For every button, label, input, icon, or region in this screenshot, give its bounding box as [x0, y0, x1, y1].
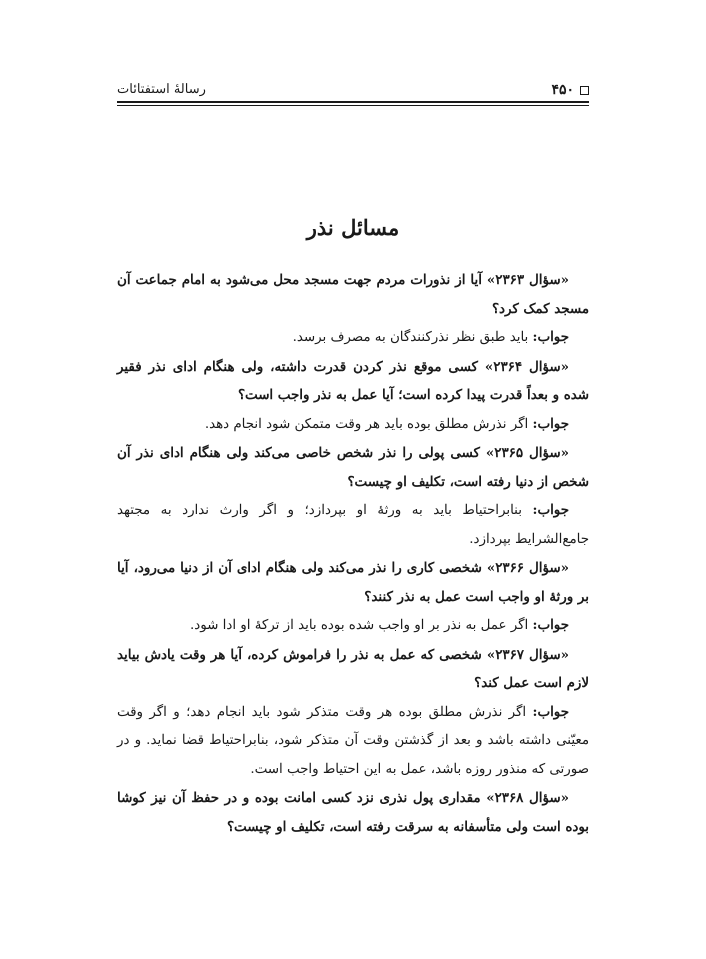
- answer-label: جواب:: [532, 415, 569, 432]
- answer-2364: [117, 410, 589, 440]
- question-2365: [117, 439, 589, 496]
- answer-label: جواب:: [532, 329, 569, 345]
- answer-text: اگر عمل به نذر بر او واجب شده بوده باید از ترکهٔ او ادا شود.: [190, 618, 529, 633]
- question-label: «سؤال ۲۳۶۶»: [486, 560, 569, 576]
- answer-label: جواب:: [532, 502, 569, 518]
- question-label: «سؤال ۲۳۶۸»: [486, 790, 569, 806]
- header-rule: [117, 101, 589, 103]
- qa-list: [117, 266, 589, 841]
- question-label: «سؤال ۲۳۶۵»: [485, 445, 569, 461]
- question-text: شخصی که عمل به نذر را فراموش کرده، آیا هر وقت یادش بیاید لازم است عمل کند؟: [117, 646, 589, 691]
- question-2366: [117, 554, 589, 611]
- answer-label: جواب:: [532, 617, 569, 633]
- answer-text: باید طبق نظر نذرکنندگان به مصرف برسد.: [292, 330, 529, 345]
- page-number-text: ۴۵۰: [551, 82, 574, 98]
- question-label: «سؤال ۲۳۶۴»: [484, 358, 569, 375]
- answer-label: جواب:: [532, 703, 569, 720]
- question-2368: [117, 784, 589, 841]
- question-2367: [117, 641, 589, 698]
- question-label: «سؤال ۲۳۶۷»: [486, 646, 569, 663]
- book-title: رسالهٔ استفتائات: [117, 82, 206, 97]
- question-2364: [117, 353, 589, 410]
- answer-2363: [117, 323, 589, 353]
- question-text: شخصی کاری را نذر می‌کند ولی هنگام ادای آن از دنیا می‌رود، آیا بر ورثهٔ او واجب است عمل به نذر کنند؟: [117, 560, 589, 605]
- question-text: کسی پولی را نذر شخص خاصی می‌کند ولی هنگام ادای نذر آن شخص از دنیا رفته است، تکلیف او چیست؟: [117, 445, 589, 490]
- answer-text: اگر نذرش مطلق بوده هر وقت متذکر شود باید انجام دهد؛ و اگر وقت معیّنی داشته باشد و بعد از گذشتن وقت آن متذکر شود، بنابراحتیاط قضا نماید. و در صورتی که منذور روزه باشد، عمل به این احتیاط واجب است.: [117, 704, 589, 777]
- header-rule-thin: [117, 105, 589, 106]
- answer-2366: [117, 611, 589, 641]
- section-title: مسائل نذر: [306, 215, 400, 240]
- page-header: [117, 80, 589, 100]
- answer-2367: [117, 698, 589, 785]
- answer-text: اگر نذرش مطلق بوده باید هر وقت متمکن شود انجام دهد.: [204, 416, 529, 432]
- question-text: آیا از نذورات مردم جهت مسجد محل می‌شود به امام جماعت آن مسجد کمک کرد؟: [117, 272, 589, 317]
- page-number: [551, 80, 589, 100]
- question-text: کسی موقع نذر کردن قدرت داشته، ولی هنگام ادای نذر فقیر شده و بعداً قدرت پیدا کرده است؛ آیا عمل به نذر واجب است؟: [117, 358, 589, 403]
- question-label: «سؤال ۲۳۶۳»: [486, 272, 569, 288]
- question-text: مقداری پول نذری نزد کسی امانت بوده و در حفظ آن نیز کوشا بوده است ولی متأسفانه به سرقت رفته است، تکلیف او چیست؟: [117, 790, 589, 835]
- square-bullet-icon: [580, 86, 589, 95]
- question-2363: [117, 266, 589, 323]
- answer-text: بنابراحتیاط باید به ورثهٔ او بپردازد؛ و اگر وارث ندارد به مجتهد جامع‌الشرایط بپردازد.: [117, 503, 589, 547]
- answer-2365: [117, 496, 589, 554]
